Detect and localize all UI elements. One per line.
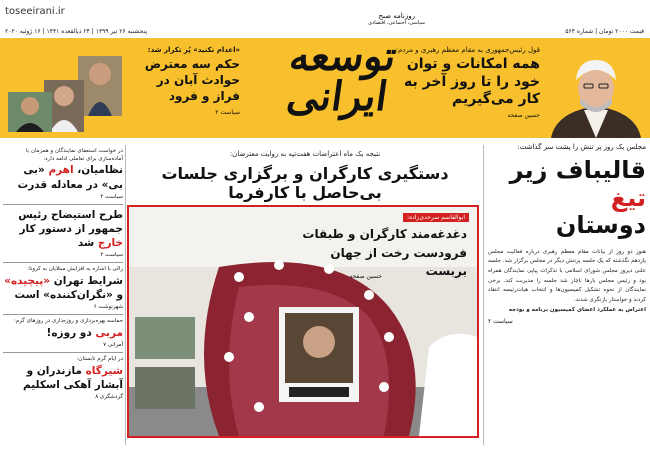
top-right-story[interactable] xyxy=(380,46,540,119)
column-divider xyxy=(125,145,126,445)
headline-part: شرایط تهران xyxy=(50,274,123,287)
left-item-headline[interactable] xyxy=(3,274,123,302)
story-headline[interactable]: همه امکانات و توان خود را تا روز آخر به کار می‌گیریم xyxy=(404,56,540,107)
price-issue: قیمت ۲۰۰۰ تومان | شماره ۵۶۴ xyxy=(565,28,644,35)
left-item[interactable] xyxy=(3,266,123,310)
headline-part-b: دوستان xyxy=(555,211,646,240)
headline-red-word: «پیچیده» xyxy=(4,274,51,287)
left-item-jump: آمرانی ۷ xyxy=(103,342,123,349)
headline-part: نظامیان، xyxy=(73,164,123,177)
headline-part: و «نگران‌کننده» است xyxy=(14,289,123,302)
headline-red-word: تیغ xyxy=(610,183,646,212)
daily-label: روزنامه صبح xyxy=(378,12,415,20)
story-author: حسین صفحه xyxy=(507,111,540,119)
right-jump: سیاست ۲ xyxy=(488,318,513,326)
issue-date: پنجشنبه ۲۶ تیر ۱۳۹۹ | ۲۴ ذیالقعده ۱۴۴۱ | ۱۶ ژوئیه ۲۰۲۰ xyxy=(5,28,148,35)
separator xyxy=(3,262,123,263)
headline-red-word: اهرم xyxy=(48,164,74,177)
story-headline[interactable]: حکم سه معترض حوادث آبان در فراز و فرود xyxy=(144,57,240,104)
body-subhead: اعتراض به عملکرد اعضای کمیسیون برنامه و بودجه xyxy=(508,306,646,313)
protesters-photo xyxy=(6,52,126,134)
left-item-headline[interactable] xyxy=(3,163,123,191)
left-item[interactable] xyxy=(3,208,123,259)
story-kicker: قول رئیس‌جمهوری به مقام معظم رهبری و مردم: xyxy=(395,46,540,54)
column-divider xyxy=(483,145,484,445)
headline-part: مازندران و آبشار آهکی اسکلیم xyxy=(23,364,123,391)
tagline: سیاسی، اجتماعی، اقتصادی xyxy=(368,20,425,26)
right-column-story[interactable] xyxy=(488,143,646,325)
left-item-jump: سیاست ۲ xyxy=(100,252,123,259)
right-body xyxy=(488,248,646,315)
separator xyxy=(3,352,123,353)
headline-red-word: شیرگاه xyxy=(85,364,123,377)
left-item-headline[interactable] xyxy=(3,208,123,251)
left-item-jump: شهرنوشت ۶ xyxy=(93,304,123,311)
left-item-kicker: در ایام گرم تابستان: xyxy=(76,356,123,363)
lead-story[interactable] xyxy=(130,150,480,212)
headline-part-a: قالیباف زیر xyxy=(509,156,646,184)
left-item-jump: گردشگری ۸ xyxy=(95,394,123,401)
headline-red-word: خارج xyxy=(97,237,123,250)
story-kicker: «اعدام نکنید» پُر تکرار شد: xyxy=(147,46,240,54)
president-photo xyxy=(546,54,646,138)
right-headline[interactable] xyxy=(488,157,646,240)
headline-red-word: مربی xyxy=(95,326,123,339)
photo-kicker: ابوالقاسم سرحدی‌زاده: xyxy=(403,213,469,222)
left-item[interactable] xyxy=(3,356,123,400)
feature-photo[interactable] xyxy=(127,205,479,438)
headline-part: «بی بی» در معادله قدرت xyxy=(17,164,123,191)
body-text: هنوز دو روز از بیانات مقام معظم رهبری درباره فعالیت مجلس یازدهم نگذشته که یک جلسه پرتنش دیگر در مجلس برگزار شد. جلسه علنی دیروز مجلس شورای اسلامی با تذکرات پیاپی نمایندگان همراه بود و رئیس مجلس بارها ناچار شد جلسه را مدیریت کند. برخی نمایندگان از نحوه تشکیل کمیسیون‌ها و انتخاب هیات‌رئیسه انتقاد کردند و خواستار بازنگری شدند. xyxy=(488,248,646,303)
photo-author: حسین صفحه xyxy=(349,273,382,280)
newspaper-logo: توسعه ایرانی xyxy=(284,33,400,120)
website-url[interactable]: toseeirani.ir xyxy=(5,6,65,17)
left-item-jump: سیاست ۲ xyxy=(100,193,123,200)
separator xyxy=(3,204,123,205)
left-item[interactable] xyxy=(3,318,123,348)
left-column xyxy=(3,148,123,404)
left-item[interactable] xyxy=(3,148,123,200)
left-item-kicker: زالی با اشاره به افزایش مبتلایان به کرونا: xyxy=(27,266,123,273)
left-item-kicker: حماسه بهره‌برداری و روزه‌داری در روزهای گرم: xyxy=(13,318,123,325)
top-left-story[interactable] xyxy=(130,46,240,116)
separator xyxy=(3,314,123,315)
right-kicker: مجلس یک روز پر تنش را پشت سر گذاشت: xyxy=(517,143,646,151)
story-jump: سیاست ۲ xyxy=(215,108,240,116)
lead-kicker: نتیجه یک ماه اعتراضات هفت‌تپه به روایت معترضان: xyxy=(229,150,381,158)
photo-headline[interactable]: دغدغه‌مند کارگران و طبقات فرودست رخت از جهان بربست xyxy=(302,227,467,279)
left-item-headline[interactable] xyxy=(3,364,123,392)
lead-headline[interactable]: دستگیری کارگران و برگزاری جلسات بی‌حاصل با کارفرما xyxy=(161,164,449,202)
left-item-kicker: در خواست استعفای نمایندگان و همزمان با آماده‌سازی برای تعاملی ادامه دارد: xyxy=(25,148,123,162)
headline-part: شد xyxy=(77,237,98,250)
headline-part: طرح استیضاح رئیس جمهور از دستور کار xyxy=(18,208,123,235)
left-item-headline[interactable] xyxy=(3,326,123,340)
headline-part: دو روزه! xyxy=(46,326,96,339)
